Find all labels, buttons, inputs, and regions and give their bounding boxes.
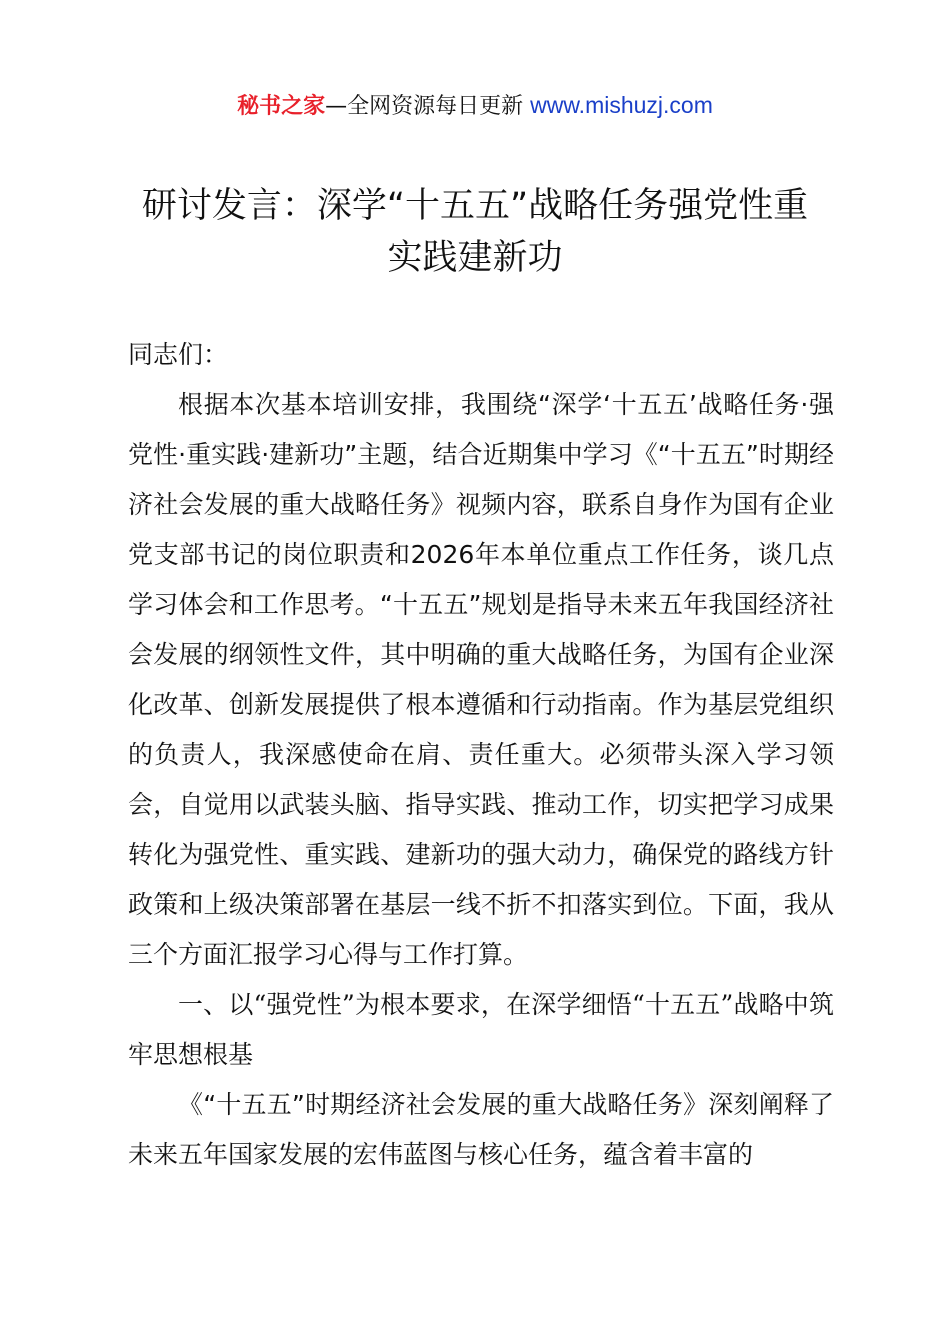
document-title	[110, 180, 840, 284]
document-body	[128, 330, 834, 1180]
section-heading-1: 一、以“强党性”为根本要求，在深学细悟“十五五”战略中筑牢思想根基	[128, 990, 834, 1069]
header-tagline: —全网资源每日更新	[325, 94, 531, 119]
title-line-2: 实践建新功	[387, 238, 563, 278]
site-url-link[interactable]: www.mishuzj.com	[530, 92, 713, 118]
site-header	[0, 88, 950, 124]
paragraph-intro: 根据本次基本培训安排，我围绕“深学‘十五五’战略任务·强党性·重实践·建新功”主题，结合近期集中学习《“十五五”时期经济社会发展的重大战略任务》视频内容，联系自身作为国有企业党支部书记的岗位职责和2026年本单位重点工作任务，谈几点学习体会和工作思考。“十五五”规划是指导未来五年我国经济社会发展的纲领性文件，其中明确的重大战略任务，为国有企业深化改革、创新发展提供了根本遵循和行动指南。作为基层党组织的负责人，我深感使命在肩、责任重大。必须带头深入学习领会，自觉用以武装头脑、指导实践、推动工作，切实把学习成果转化为强党性、重实践、建新功的强大动力，确保党的路线方针政策和上级决策部署在基层一线不折不扣落实到位。下面，我从三个方面汇报学习心得与工作打算。	[128, 390, 834, 969]
salutation: 同志们：	[128, 340, 229, 369]
paragraph-section-1: 《“十五五”时期经济社会发展的重大战略任务》深刻阐释了未来五年国家发展的宏伟蓝图与核心任务，蕴含着丰富的	[128, 1090, 834, 1169]
title-line-1: 研讨发言：深学“十五五”战略任务强党性重	[141, 186, 809, 226]
brand-name: 秘书之家	[237, 94, 326, 119]
